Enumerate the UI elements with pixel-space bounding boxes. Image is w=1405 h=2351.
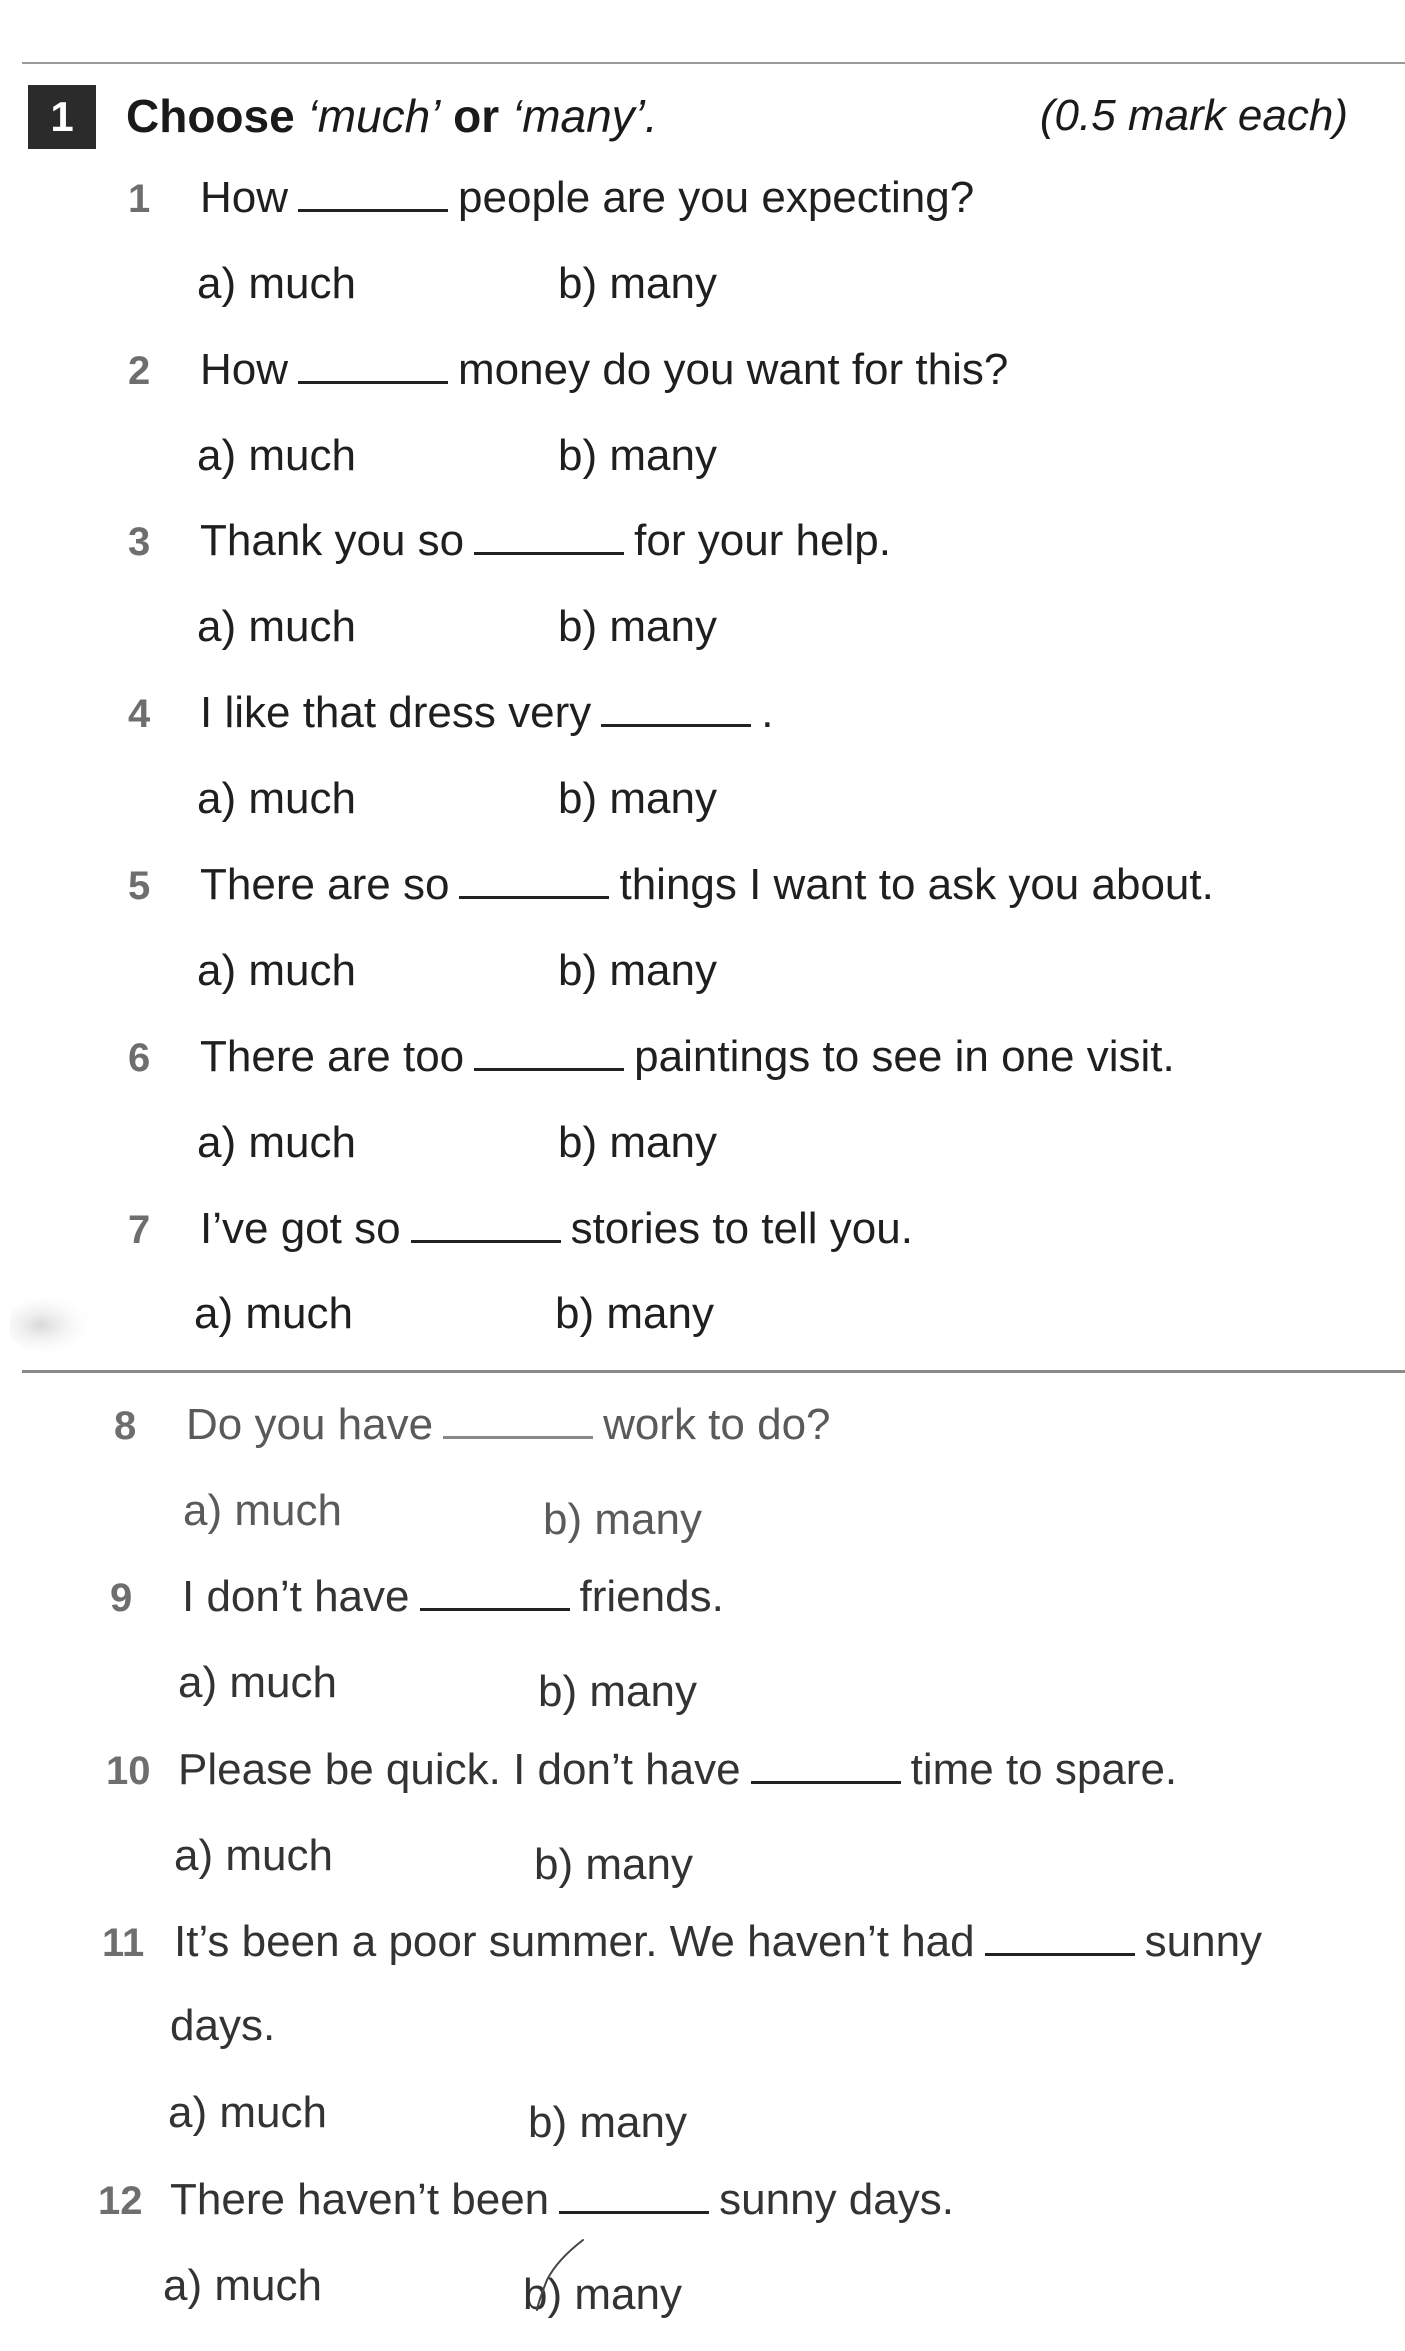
top-rule bbox=[22, 62, 1405, 64]
question-9 bbox=[110, 1567, 724, 1628]
question-5 bbox=[128, 855, 1214, 916]
question-number: 3 bbox=[128, 520, 151, 564]
option-a[interactable]: a) much bbox=[194, 1289, 353, 1338]
question-text-after: paintings to see in one visit. bbox=[634, 1032, 1175, 1081]
question-text-before: I don’t have bbox=[182, 1572, 410, 1621]
answer-blank[interactable] bbox=[443, 1402, 593, 1439]
question-8 bbox=[114, 1395, 831, 1456]
answer-blank[interactable] bbox=[411, 1206, 561, 1243]
option-b[interactable]: b) many bbox=[558, 602, 717, 651]
option-b[interactable]: b) many bbox=[555, 1289, 714, 1338]
question-1 bbox=[128, 168, 974, 229]
question-number: 4 bbox=[128, 692, 151, 736]
question-text-before: Thank you so bbox=[200, 516, 465, 565]
question-text-after: stories to tell you. bbox=[570, 1204, 913, 1253]
question-text-before: I’ve got so bbox=[200, 1204, 401, 1253]
question-text-after: . bbox=[761, 688, 774, 737]
question-12 bbox=[98, 2170, 954, 2231]
option-b[interactable]: b) many bbox=[558, 1118, 717, 1167]
question-text-before: I like that dress very bbox=[200, 688, 592, 737]
question-10 bbox=[106, 1740, 1177, 1801]
option-a[interactable]: a) much bbox=[178, 1658, 337, 1707]
question-3 bbox=[128, 511, 891, 572]
question-7 bbox=[128, 1199, 913, 1260]
option-a[interactable]: a) much bbox=[197, 602, 356, 651]
pencil-tick-mark bbox=[525, 2232, 585, 2312]
question-text-after: work to do? bbox=[603, 1400, 831, 1449]
answer-blank[interactable] bbox=[298, 175, 448, 212]
answer-blank[interactable] bbox=[985, 1919, 1135, 1956]
question-11-continuation: days. bbox=[170, 2001, 276, 2050]
scan-smudge bbox=[10, 1295, 100, 1355]
heading-prefix: Choose bbox=[126, 90, 308, 142]
question-2 bbox=[128, 340, 1008, 401]
question-number: 1 bbox=[128, 177, 151, 221]
question-text-after: people are you expecting? bbox=[458, 173, 975, 222]
answer-blank[interactable] bbox=[601, 690, 751, 727]
option-a[interactable]: a) much bbox=[197, 431, 356, 480]
question-text-before: There haven’t been bbox=[170, 2175, 550, 2224]
exercise-number-badge: 1 bbox=[28, 85, 96, 149]
exercise-heading bbox=[126, 84, 658, 148]
option-b[interactable]: b) many bbox=[558, 774, 717, 823]
question-number: 8 bbox=[114, 1404, 137, 1448]
option-b[interactable]: b) many bbox=[528, 2098, 687, 2147]
option-a[interactable]: a) much bbox=[163, 2261, 322, 2310]
option-a[interactable]: a) much bbox=[183, 1486, 342, 1535]
question-number: 10 bbox=[106, 1749, 151, 1793]
option-b[interactable]: b) many bbox=[543, 1495, 702, 1544]
answer-blank[interactable] bbox=[298, 347, 448, 384]
question-number: 6 bbox=[128, 1036, 151, 1080]
heading-or: or bbox=[440, 90, 512, 142]
question-4 bbox=[128, 683, 774, 744]
option-a[interactable]: a) much bbox=[174, 1831, 333, 1880]
question-11 bbox=[102, 1912, 1262, 1973]
marks-note: (0.5 mark each) bbox=[1039, 91, 1348, 140]
question-text-before: It’s been a poor summer. We haven’t had bbox=[174, 1917, 975, 1966]
option-b[interactable]: b) many bbox=[538, 1667, 697, 1716]
section-divider bbox=[22, 1370, 1405, 1373]
question-text-before: There are too bbox=[200, 1032, 465, 1081]
question-text-after: for your help. bbox=[634, 516, 891, 565]
question-number: 5 bbox=[128, 864, 151, 908]
question-text-after: money do you want for this? bbox=[458, 345, 1009, 394]
option-a[interactable]: a) much bbox=[197, 774, 356, 823]
option-b[interactable]: b) many bbox=[558, 946, 717, 995]
question-text-after: friends. bbox=[579, 1572, 724, 1621]
option-a[interactable]: a) much bbox=[168, 2088, 327, 2137]
question-6 bbox=[128, 1027, 1175, 1088]
question-text-before: Do you have bbox=[186, 1400, 434, 1449]
option-a[interactable]: a) much bbox=[197, 259, 356, 308]
question-text-after: time to spare. bbox=[910, 1745, 1178, 1794]
heading-word-many: ‘many’. bbox=[511, 90, 658, 142]
question-number: 7 bbox=[128, 1208, 151, 1252]
answer-blank[interactable] bbox=[420, 1574, 570, 1611]
answer-blank[interactable] bbox=[474, 1034, 624, 1071]
answer-blank[interactable] bbox=[559, 2177, 709, 2214]
question-number: 2 bbox=[128, 349, 151, 393]
heading-word-much: ‘much’ bbox=[307, 90, 441, 142]
answer-blank[interactable] bbox=[751, 1747, 901, 1784]
question-number: 12 bbox=[98, 2179, 143, 2223]
option-b[interactable]: b) many bbox=[558, 431, 717, 480]
question-text-before: How bbox=[200, 173, 289, 222]
question-text-before: Please be quick. I don’t have bbox=[178, 1745, 741, 1794]
option-b[interactable]: b) many bbox=[558, 259, 717, 308]
answer-blank[interactable] bbox=[474, 518, 624, 555]
question-text-before: There are so bbox=[200, 860, 450, 909]
option-b[interactable]: b) many bbox=[534, 1840, 693, 1889]
question-text-after: sunny bbox=[1144, 1917, 1263, 1966]
question-number: 9 bbox=[110, 1576, 133, 1620]
question-text-before: How bbox=[200, 345, 289, 394]
option-a[interactable]: a) much bbox=[197, 1118, 356, 1167]
question-text-after: things I want to ask you about. bbox=[619, 860, 1214, 909]
question-number: 11 bbox=[102, 1921, 145, 1965]
option-b[interactable]: b) many bbox=[523, 2270, 682, 2319]
option-a[interactable]: a) much bbox=[197, 946, 356, 995]
answer-blank[interactable] bbox=[459, 862, 609, 899]
question-text-after: sunny days. bbox=[719, 2175, 954, 2224]
